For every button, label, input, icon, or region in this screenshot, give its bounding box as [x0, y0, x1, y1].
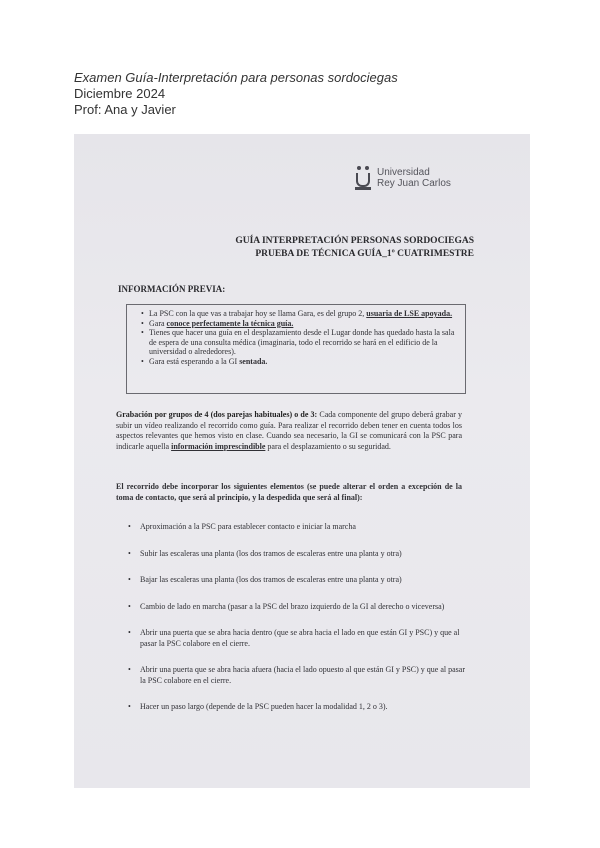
- university-logo: [355, 166, 451, 190]
- scanned-page: [74, 134, 530, 788]
- document-title: [174, 235, 474, 261]
- info-heading: INFORMACIÓN PREVIA:: [118, 284, 226, 294]
- document-title-line2: PRUEBA DE TÉCNICA GUÍA_1º CUATRIMESTRE: [255, 249, 474, 259]
- document-title-line1: GUÍA INTERPRETACIÓN PERSONAS SORDOCIEGAS: [235, 236, 474, 246]
- university-name-line1: Universidad: [377, 167, 430, 178]
- exam-date: Diciembre 2024: [74, 86, 166, 101]
- list-item: • Bajar las escaleras una planta (los dos tramos de escaleras entre una planta y otra): [128, 575, 468, 586]
- info-item: • Tienes que hacer una guía en el desplazamiento desde el Lugar donde has quedado hasta la sala de espera de una consulta médica (imaginaria, todo el recorrido se hará en el edificio de la universidad o alrededores).: [141, 328, 461, 357]
- list-item: • Aproximación a la PSC para establecer contacto e iniciar la marcha: [128, 522, 468, 533]
- document-header: [74, 70, 398, 118]
- university-logo-icon: [355, 166, 371, 190]
- list-item: • Subir las escaleras una planta (los dos tramos de escaleras entre una planta y otra): [128, 549, 468, 560]
- list-item: • Hacer un paso largo (depende de la PSC pueden hacer la modalidad 1, 2 o 3).: [128, 702, 468, 713]
- list-item: • Cambio de lado en marcha (pasar a la PSC del brazo izquierdo de la GI al derecho o viceversa): [128, 602, 468, 613]
- grabacion-paragraph: Grabación por grupos de 4 (dos parejas habituales) o de 3: Cada componente del grupo deberá grabar y subir un vídeo realizando el recorrido como guía. Para realizar el recorrido deben tener en cuenta todos los aspectos relevantes que hemos visto en clase. Cuando sea necesario, la GI se comunicará con la PSC para indicarle aquella información imprescindible para el desplazamiento o su seguridad.: [116, 410, 463, 451]
- exam-professors: Prof: Ana y Javier: [74, 102, 176, 117]
- university-name-line2: Rey Juan Carlos: [377, 178, 451, 189]
- info-item: • Gara conoce perfectamente la técnica guía.: [141, 319, 461, 329]
- list-item: • Abrir una puerta que se abra hacia dentro (que se abra hacia el lado en que están GI y PSC) y que al pasar la PSC colabore en el cierre.: [128, 628, 468, 649]
- route-intro: El recorrido debe incorporar los siguientes elementos (se puede alterar el orden a excepción de la toma de contacto, que será al principio, y la despedida que será al final):: [116, 482, 462, 502]
- list-item: • Abrir una puerta que se abra hacia afuera (hacia el lado opuesto al que están GI y PSC) y que al pasar la PSC colabore en el cierre.: [128, 665, 468, 686]
- info-item: • Gara está esperando a la GI sentada.: [141, 357, 461, 367]
- info-item: • La PSC con la que vas a trabajar hoy se llama Gara, es del grupo 2, usuaria de LSE apoyada.: [141, 309, 461, 319]
- route-elements-list: [128, 522, 468, 729]
- info-box: [126, 304, 466, 394]
- exam-title: Examen Guía-Interpretación para personas sordociegas: [74, 70, 398, 85]
